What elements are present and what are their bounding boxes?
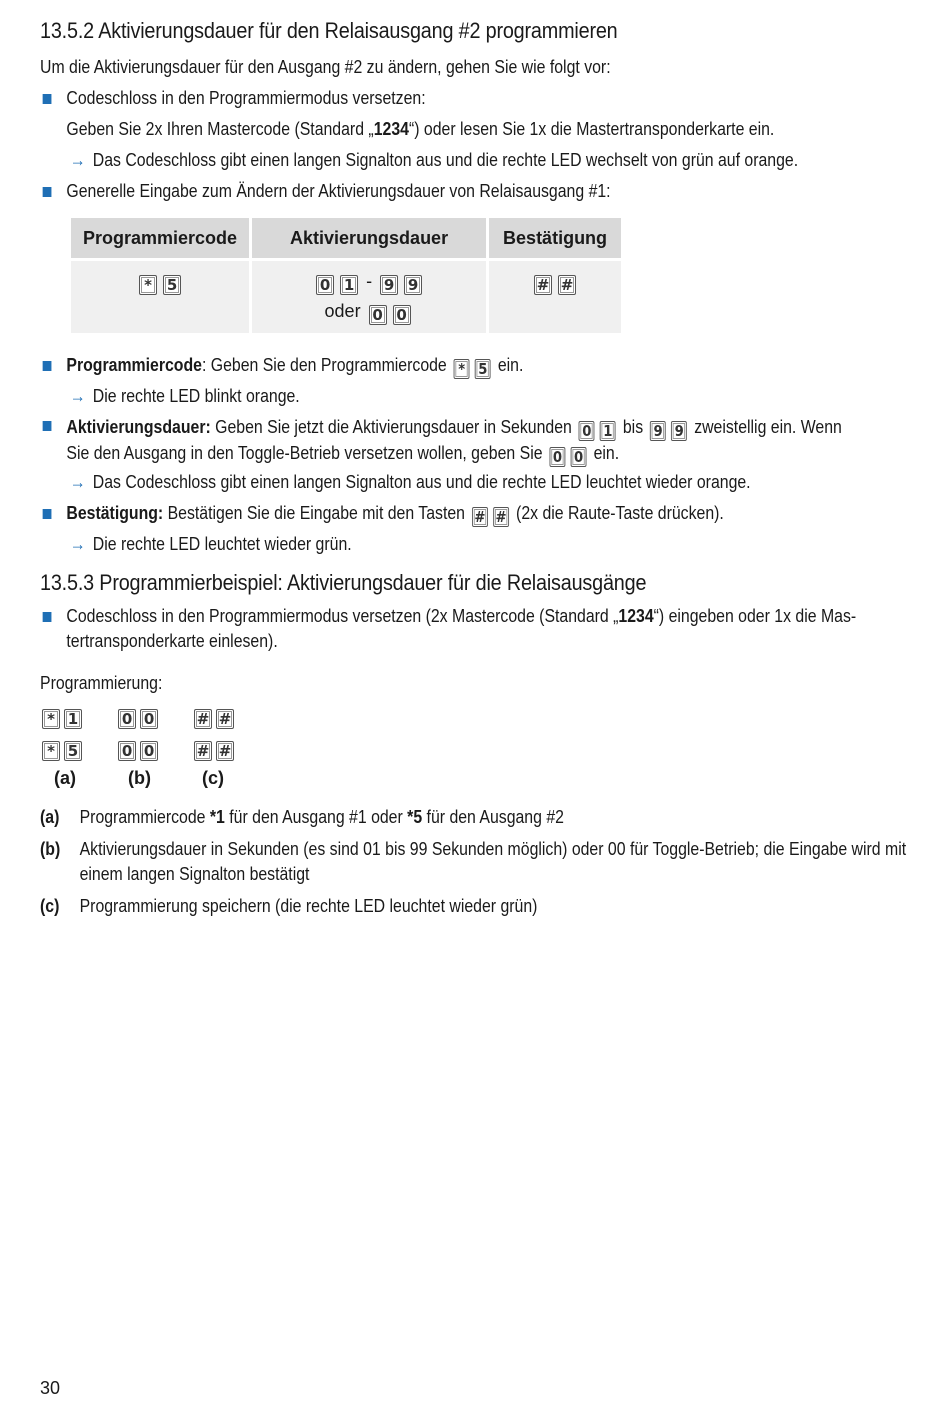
example-row-output-2 — [40, 731, 930, 763]
key-0-icon: 0 — [118, 741, 136, 761]
key-9-icon: 9 — [671, 421, 687, 441]
cell-programmiercode — [71, 261, 249, 333]
star-key-icon: * — [42, 709, 60, 729]
bullet-square-icon — [43, 421, 52, 431]
key-1-icon: 1 — [600, 421, 616, 441]
key-5-icon: 5 — [475, 359, 491, 379]
bullet-general-input: Generelle Eingabe zum Ändern der Aktivierungsdauer von Relaisausgang #1: — [40, 176, 823, 207]
key-1-icon: 1 — [340, 275, 358, 295]
cell-bestaetigung — [489, 261, 621, 333]
key-0-icon: 0 — [140, 709, 158, 729]
bullet-programming-mode: Codeschloss in den Programmiermodus versetzen: — [40, 83, 823, 114]
result-arrow-3: → Das Codeschloss gibt einen langen Signalton aus und die rechte LED leuchtet wieder orange. — [40, 467, 823, 498]
page-number: 30 — [40, 1378, 61, 1398]
definition-b: (b) Aktivierungsdauer in Sekunden (es sind 01 bis 99 Sekunden möglich) oder 00 für Toggle-Betrieb; die Eingabe wird mit einem langen Signalton bestätigt — [40, 839, 907, 884]
bullet-square-icon — [43, 361, 52, 371]
key-0-icon: 0 — [118, 709, 136, 729]
header-bestaetigung: Bestätigung — [489, 218, 621, 258]
mastercode-instruction: Geben Sie 2x Ihren Mastercode (Standard „1234“) oder lesen Sie 1x die Mastertransponderkarte ein. — [66, 119, 775, 139]
hash-key-icon: # — [493, 507, 509, 527]
definition-c: (c) Programmierung speichern (die rechte LED leuchtet wieder grün) — [40, 896, 538, 916]
manual-page — [40, 18, 930, 926]
header-programmiercode: Programmiercode — [71, 218, 249, 258]
key-0-icon: 0 — [579, 421, 595, 441]
header-aktivierungsdauer: Aktivierungsdauer — [252, 218, 486, 258]
hash-key-icon: # — [558, 275, 576, 295]
star-key-icon: * — [42, 741, 60, 761]
hash-key-icon: # — [194, 709, 212, 729]
example-row-output-1 — [40, 699, 930, 731]
intro-text: Um die Aktivierungsdauer für den Ausgang #2 zu ändern, gehen Sie wie folgt vor: — [40, 57, 611, 77]
key-5-icon: 5 — [64, 741, 82, 761]
key-9-icon: 9 — [404, 275, 422, 295]
hash-key-icon: # — [194, 741, 212, 761]
key-0-icon: 0 — [316, 275, 334, 295]
key-9-icon: 9 — [380, 275, 398, 295]
key-9-icon: 9 — [650, 421, 666, 441]
key-0-icon: 0 — [140, 741, 158, 761]
bullet-example-mode: Codeschloss in den Programmiermodus versetzen (2x Mastercode (Standard „1234“) eingeben oder 1x die Mas- tertransponderkarte einlesen). — [40, 604, 823, 654]
result-arrow-4: → Die rechte LED leuchtet wieder grün. — [40, 529, 823, 560]
hash-key-icon: # — [534, 275, 552, 295]
bullet-square-icon — [43, 509, 52, 519]
bullet-square-icon — [43, 187, 52, 197]
key-5-icon: 5 — [163, 275, 181, 295]
star-key-icon: * — [454, 359, 470, 379]
hash-key-icon: # — [216, 709, 234, 729]
section-heading-13-5-2: 13.5.2 Aktivierungsdauer für den Relaisausgang #2 programmieren — [40, 18, 618, 43]
star-key-icon: * — [139, 275, 157, 295]
bullet-square-icon — [43, 612, 52, 622]
definition-a: (a) Programmiercode *1 für den Ausgang #1 oder *5 für den Ausgang #2 — [40, 807, 564, 827]
arrow-right-icon: → — [69, 386, 86, 406]
hash-key-icon: # — [216, 741, 234, 761]
result-arrow-1: → Das Codeschloss gibt einen langen Signalton aus und die rechte LED wechselt von grün auf orange. — [40, 145, 823, 176]
arrow-right-icon: → — [69, 150, 86, 170]
key-0-icon: 0 — [393, 305, 411, 325]
result-arrow-2: → Die rechte LED blinkt orange. — [40, 381, 823, 412]
arrow-right-icon: → — [69, 534, 86, 554]
programming-table — [68, 215, 624, 336]
key-1-icon: 1 — [64, 709, 82, 729]
arrow-right-icon: → — [69, 472, 86, 492]
example-labels: (a) (b) (c) — [54, 768, 224, 788]
bullet-aktivierungsdauer: Aktivierungsdauer: Geben Sie jetzt die Aktivierungsdauer in Sekunden 0 1 bis 9 9 zweistellig ein. Wenn Sie den Ausgang in den Toggle-Betrieb versetzen wollen, geben Sie 0 0 ein. — [40, 412, 823, 467]
hash-key-icon: # — [472, 507, 488, 527]
key-0-icon: 0 — [369, 305, 387, 325]
key-0-icon: 0 — [550, 447, 566, 467]
key-0-icon: 0 — [571, 447, 587, 467]
programmierung-label: Programmierung: — [40, 673, 163, 693]
bullet-square-icon — [43, 94, 52, 104]
bullet-programmiercode: Programmiercode: Geben Sie den Programmiercode * 5 ein. — [40, 350, 823, 381]
bullet-bestaetigung: Bestätigung: Bestätigen Sie die Eingabe mit den Tasten # # (2x die Raute-Taste drücken). — [40, 498, 823, 529]
cell-aktivierungsdauer: 0 1 - 9 9 oder 0 0 — [252, 261, 486, 333]
section-heading-13-5-3: 13.5.3 Programmierbeispiel: Aktivierungsdauer für die Relaisausgänge — [40, 570, 647, 595]
